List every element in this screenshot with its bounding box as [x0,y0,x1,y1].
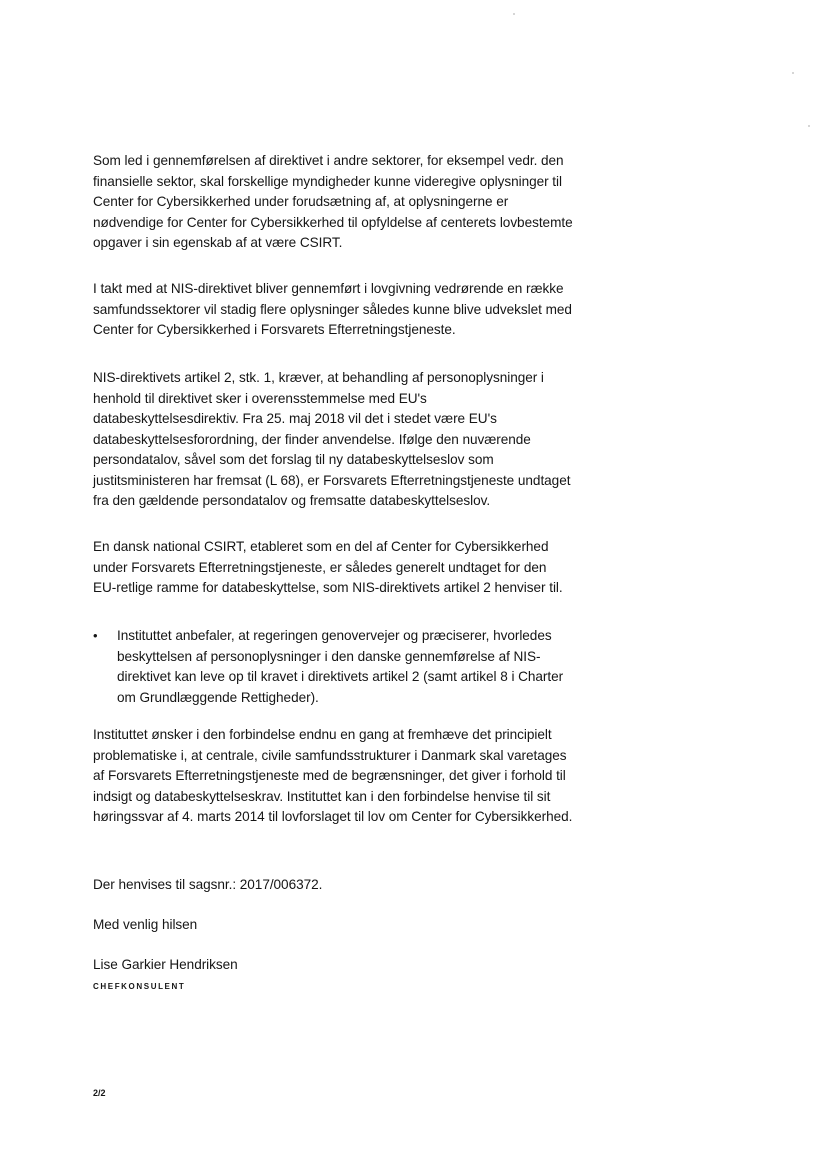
bullet-marker: • [93,628,98,643]
paragraph-text: Som led i gennemførelsen af direktivet i andre sektorer, for eksempel vedr. den finansielle sektor, skal forskellige myndigheder kunne videregive oplysninger til Center for Cybersikkerhed under forudsætning af, at oplysningerne er nødvendige for Center for Cybersikkerhed til opfyldelse af centerets lovbestemte opgaver i sin egenskab af at være CSIRT. [93,153,573,250]
body-paragraph [93,725,573,828]
recommendation-bullet [93,626,573,708]
signer-name-text: Lise Garkier Hendriksen [93,957,238,972]
closing-text: Med venlig hilsen [93,917,198,932]
paragraph-text: I takt med at NIS-direktivet bliver gennemført i lovgivning vedrørende en række samfundssektorer vil stadig flere oplysninger således kunne blive udvekslet med Center for Cybersikkerhed i Forsvarets Efterretningstjeneste. [93,281,572,337]
scan-speck [513,13,515,15]
case-reference [93,875,573,896]
paragraph-text: Instituttet ønsker i den forbindelse endnu en gang at fremhæve det principielt problematiske i, at centrale, civile samfundsstrukturer i Danmark skal varetages af Forsvarets Efterretningstjeneste med de begrænsninger, det giver i forhold til indsigt og databeskyttelseskrav. Instituttet kan i den forbindelse henvise til sit høringssvar af 4. marts 2014 til lovforslaget til lov om Center for Cybersikkerhed. [93,727,573,824]
signer-name [93,955,573,976]
scan-speck [792,72,794,74]
body-paragraph [93,537,573,599]
paragraph-text: NIS-direktivets artikel 2, stk. 1, kræver, at behandling af personoplysninger i henhold til direktivet sker i overensstemmelse med EU's databeskyttelsesdirektiv. Fra 25. maj 2018 vil det i stedet være EU's databeskyttelsesforordning, der finder anvendelse. Ifølge den nuværende persondatalov, såvel som det forslag til ny databeskyttelseslov som justitsministeren har fremsat (L 68), er Forsvarets Efterretningstjeneste undtaget fra den gældende persondatalov og fremsatte databeskyttelseslov. [93,370,571,508]
body-paragraph [93,151,573,254]
closing-salutation [93,915,573,936]
paragraph-text: En dansk national CSIRT, etableret som en del af Center for Cybersikkerhed under Forsvarets Efterretningstjeneste, er således generelt undtaget for den EU-retlige ramme for databeskyttelse, som NIS-direktivets artikel 2 henviser til. [93,539,563,595]
bullet-text: Instituttet anbefaler, at regeringen genovervejer og præciserer, hvorledes beskyttelsen af personoplysninger i den danske gennemførelse af NIS-direktivet kan leve op til kravet i direktivets artikel 2 (samt artikel 8 i Charter om Grundlæggende Rettigheder). [117,628,564,705]
body-paragraph [93,368,573,512]
scan-speck [808,125,810,127]
reference-text: Der henvises til sagsnr.: 2017/006372. [93,877,323,892]
signer-title: CHEFKONSULENT [93,982,186,991]
body-paragraph [93,279,573,341]
page-number: 2/2 [93,1088,106,1098]
